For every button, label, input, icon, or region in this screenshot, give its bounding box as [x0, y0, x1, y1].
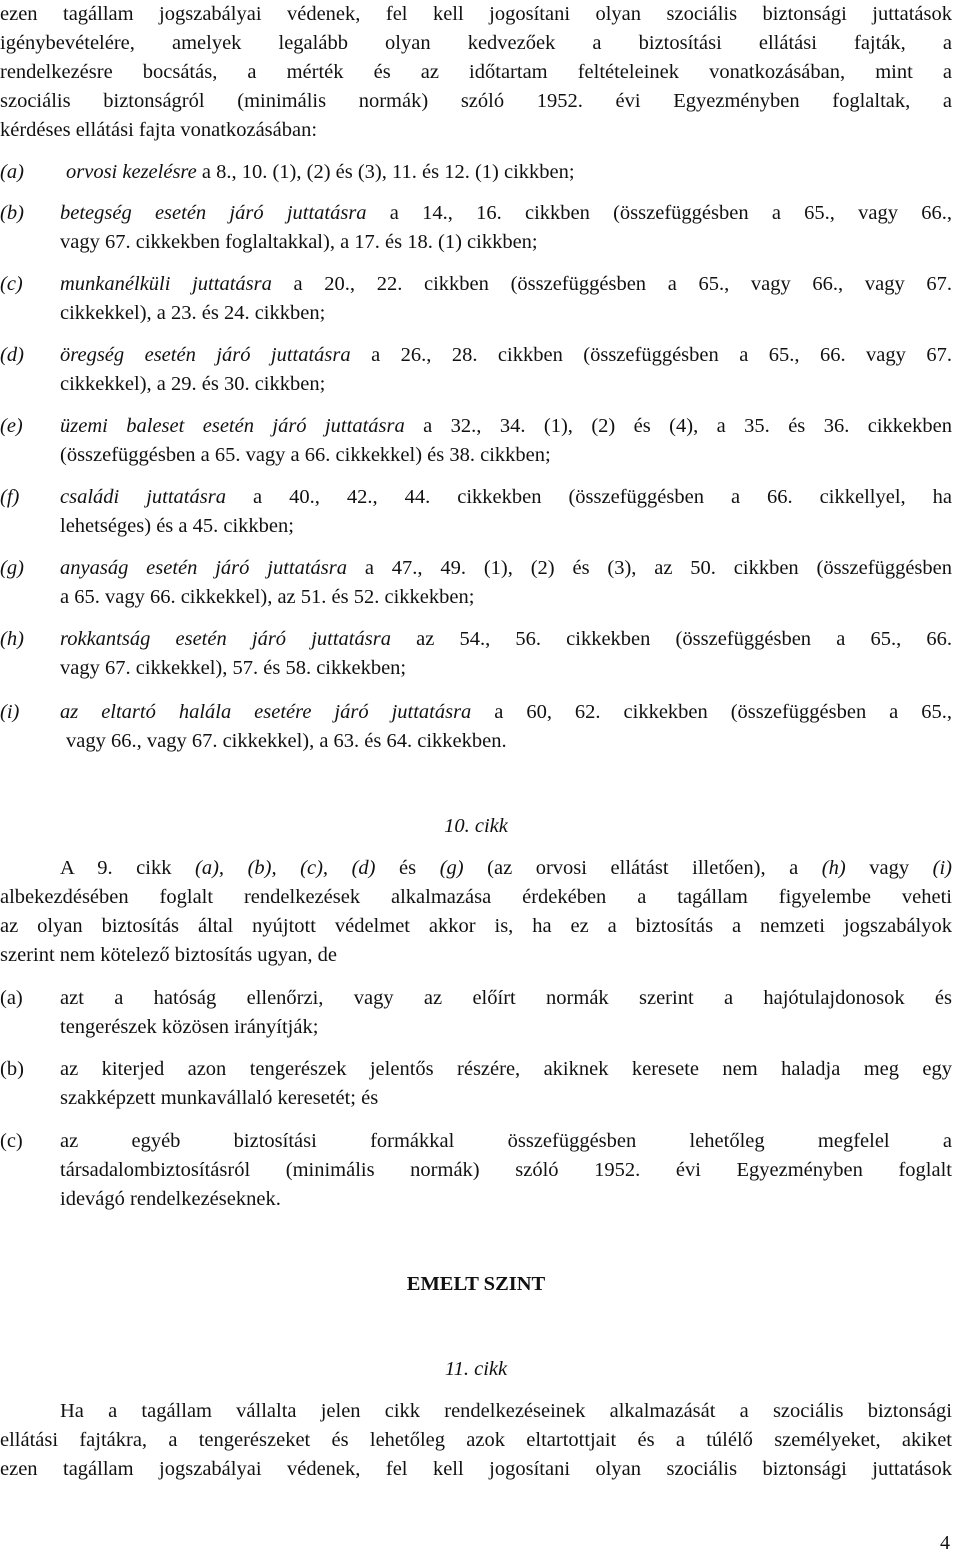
intro-line-4: szociális biztonságról (minimális normák) szóló 1952. évi Egyezményben foglaltak, a — [0, 90, 952, 112]
benefit-term: öregség esetén járó juttatásra — [60, 344, 351, 366]
benefit-text: cikkekkel), a 29. és 30. cikkben; — [60, 373, 326, 395]
benefit-label: (b) — [0, 202, 24, 224]
condition-text: az kiterjed azon tengerészek jelentős részére, akiknek keresete nem haladja meg egy — [60, 1058, 952, 1080]
benefit-text: a 65. vagy 66. cikkekkel), az 51. és 52. cikkekben; — [60, 586, 475, 608]
benefit-term: munkanélküli juttatásra — [60, 273, 272, 295]
condition-text: társadalombiztosításról (minimális normák) szóló 1952. évi Egyezményben foglalt — [60, 1159, 952, 1181]
benefit-text: vagy 67. cikkekkel), 57. és 58. cikkekben; — [60, 657, 407, 679]
benefit-label: (a) — [0, 161, 24, 183]
condition-label: (b) — [0, 1058, 24, 1080]
benefit-term: betegség esetén járó juttatásra — [60, 202, 367, 224]
intro-line-1: ezen tagállam jogszabályai védenek, fel kell jogosítani olyan szociális biztonsági juttatások — [0, 3, 952, 25]
benefit-term: családi juttatásra — [60, 486, 226, 508]
benefit-label: (e) — [0, 415, 23, 437]
benefit-text: a 8., 10. (1), (2) és (3), 11. és 12. (1) cikkben; — [196, 161, 575, 183]
benefit-text: a 32., 34. (1), (2) és (4), a 35. és 36. cikkekben — [404, 415, 952, 437]
benefit-label: (h) — [0, 628, 24, 650]
article-11-line-2: ellátási fajtákra, a tengerészeket és lehetőleg azok eltartottjait és a túlélő személyeket, akiket — [0, 1429, 952, 1451]
benefit-term: anyaság esetén járó juttatásra — [60, 557, 347, 579]
benefit-text: vagy 66., vagy 67. cikkekkel), a 63. és 64. cikkekben. — [66, 730, 507, 752]
benefit-text: a 14., 16. cikkben (összefüggésben a 65., vagy 66., — [366, 202, 952, 224]
benefit-text: lehetséges) és a 45. cikkben; — [60, 515, 294, 537]
article-11-heading: 11. cikk — [444, 1358, 508, 1380]
intro-line-5: kérdéses ellátási fajta vonatkozásában: — [0, 119, 318, 141]
article-10-line-3: az olyan biztosítás által nyújtott védelmet akkor is, ha ez a biztosítás a nemzeti jogszabályok — [0, 915, 952, 937]
section-title: EMELT SZINT — [406, 1273, 546, 1295]
condition-label: (a) — [0, 987, 23, 1009]
condition-text: idevágó rendelkezéseknek. — [60, 1188, 281, 1210]
benefit-text: a 26., 28. cikkben (összefüggésben a 65., 66. vagy 67. — [350, 344, 952, 366]
benefit-label: (f) — [0, 486, 20, 508]
benefit-text: a 47., 49. (1), (2) és (3), az 50. cikkben (összefüggésben — [347, 557, 952, 579]
article-10-heading: 10. cikk — [444, 815, 508, 837]
condition-label: (c) — [0, 1130, 23, 1152]
condition-text: azt a hatóság ellenőrzi, vagy az előírt normák szerint a hajótulajdonosok és — [60, 987, 952, 1009]
benefit-term: rokkantság esetén járó juttatásra — [60, 628, 391, 650]
benefit-label: (c) — [0, 273, 23, 295]
benefit-text: a 60, 62. cikkekben (összefüggésben a 65., — [471, 701, 952, 723]
article-10-line-1: A 9. cikk (a), (b), (c), (d) és (g) (az orvosi ellátást illetően), a (h) vagy (i) — [60, 857, 952, 879]
intro-line-3: rendelkezésre bocsátás, a mérték és az időtartam feltételeinek vonatkozásában, mint a — [0, 61, 952, 83]
intro-line-2: igénybevételére, amelyek legalább olyan kedvezőek a biztosítási ellátási fajták, a — [0, 32, 952, 54]
article-11-line-1: Ha a tagállam vállalta jelen cikk rendelkezéseinek alkalmazását a szociális biztonsági — [60, 1400, 952, 1422]
benefit-label: (i) — [0, 701, 20, 723]
benefit-text: (összefüggésben a 65. vagy a 66. cikkekkel) és 38. cikkben; — [60, 444, 551, 466]
benefit-term: az eltartó halála esetére járó juttatásra — [60, 701, 472, 723]
benefit-label: (d) — [0, 344, 24, 366]
article-10-line-4: szerint nem kötelező biztosítás ugyan, de — [0, 944, 338, 966]
condition-text: az egyéb biztosítási formákkal összefüggésben lehetőleg megfelel a — [60, 1130, 952, 1152]
benefit-text: vagy 67. cikkekben foglaltakkal), a 17. és 18. (1) cikkben; — [60, 231, 538, 253]
benefit-label: (g) — [0, 557, 24, 579]
benefit-term: üzemi baleset esetén járó juttatásra — [60, 415, 405, 437]
condition-text: tengerészek közösen irányítják; — [60, 1016, 319, 1038]
benefit-text: a 40., 42., 44. cikkekben (összefüggésben a 66. cikkellyel, ha — [225, 486, 952, 508]
benefit-term: orvosi kezelésre — [66, 161, 197, 183]
benefit-text: cikkekkel), a 23. és 24. cikkben; — [60, 302, 326, 324]
article-10-line-2: albekezdésében foglalt rendelkezések alkalmazása érdekében a tagállam figyelembe veheti — [0, 886, 952, 908]
condition-text: szakképzett munkavállaló keresetét; és — [60, 1087, 379, 1109]
page-number: 4 — [940, 1532, 950, 1554]
article-11-line-3: ezen tagállam jogszabályai védenek, fel kell jogosítani olyan szociális biztonsági juttatások — [0, 1458, 952, 1480]
benefit-text: a 20., 22. cikkben (összefüggésben a 65., vagy 66., vagy 67. — [271, 273, 952, 295]
benefit-text: az 54., 56. cikkekben (összefüggésben a 65., 66. — [390, 628, 952, 650]
